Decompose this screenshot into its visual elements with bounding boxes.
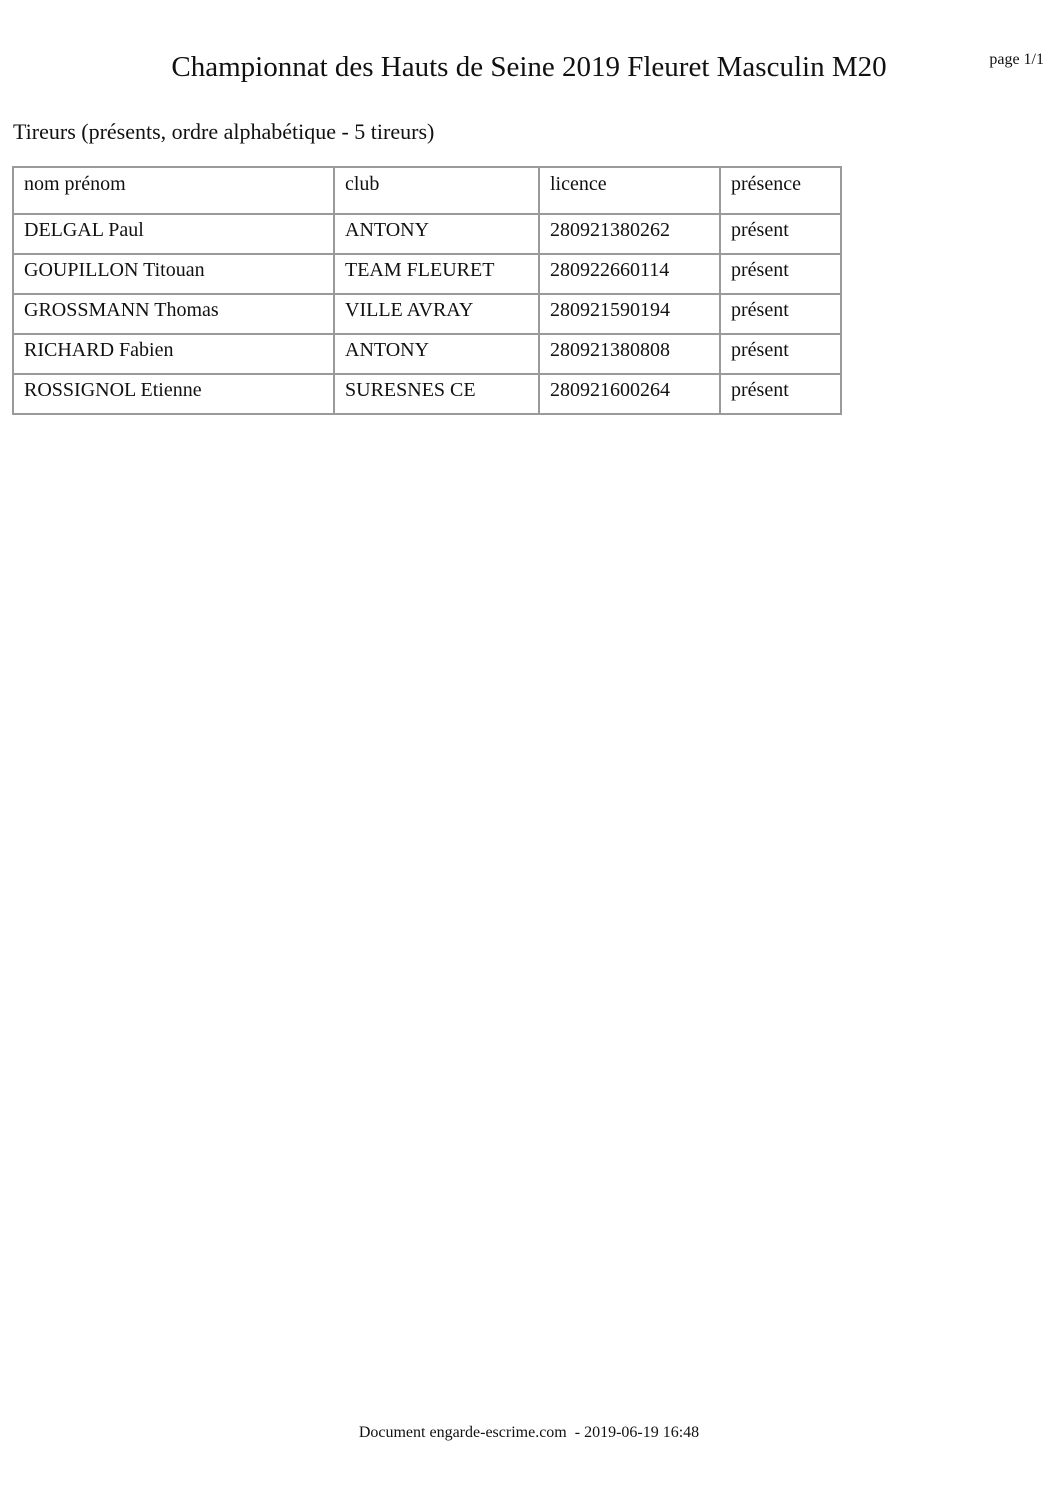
cell-presence: présent [720, 214, 841, 254]
cell-licence: 280921600264 [539, 374, 720, 414]
cell-club: ANTONY [334, 334, 539, 374]
table-row [13, 294, 841, 334]
cell-name: RICHARD Fabien [13, 334, 334, 374]
table-row [13, 334, 841, 374]
document-footer: Document engarde-escrime.com - 2019-06-19 16:48 [358, 1424, 700, 1441]
column-header-name: nom prénom [13, 167, 334, 214]
cell-name: ROSSIGNOL Etienne [13, 374, 334, 414]
cell-licence: 280921380262 [539, 214, 720, 254]
section-heading: Tireurs (présents, ordre alphabétique - 5 tireurs) [13, 119, 435, 144]
cell-club: TEAM FLEURET [334, 254, 539, 294]
document-title: Championnat des Hauts de Seine 2019 Fleuret Masculin M20 [171, 51, 887, 83]
cell-presence: présent [720, 254, 841, 294]
table-row [13, 214, 841, 254]
cell-presence: présent [720, 294, 841, 334]
cell-name: DELGAL Paul [13, 214, 334, 254]
cell-name: GROSSMANN Thomas [13, 294, 334, 334]
cell-club: VILLE AVRAY [334, 294, 539, 334]
cell-club: ANTONY [334, 214, 539, 254]
cell-licence: 280922660114 [539, 254, 720, 294]
column-header-club: club [334, 167, 539, 214]
table-header-row [13, 167, 841, 214]
cell-licence: 280921380808 [539, 334, 720, 374]
page-number: page 1/1 [989, 51, 1044, 68]
cell-name: GOUPILLON Titouan [13, 254, 334, 294]
column-header-licence: licence [539, 167, 720, 214]
table-row [13, 254, 841, 294]
table-row [13, 374, 841, 414]
cell-club: SURESNES CE [334, 374, 539, 414]
cell-presence: présent [720, 334, 841, 374]
cell-presence: présent [720, 374, 841, 414]
fencers-table [12, 166, 842, 415]
column-header-presence: présence [720, 167, 841, 214]
cell-licence: 280921590194 [539, 294, 720, 334]
